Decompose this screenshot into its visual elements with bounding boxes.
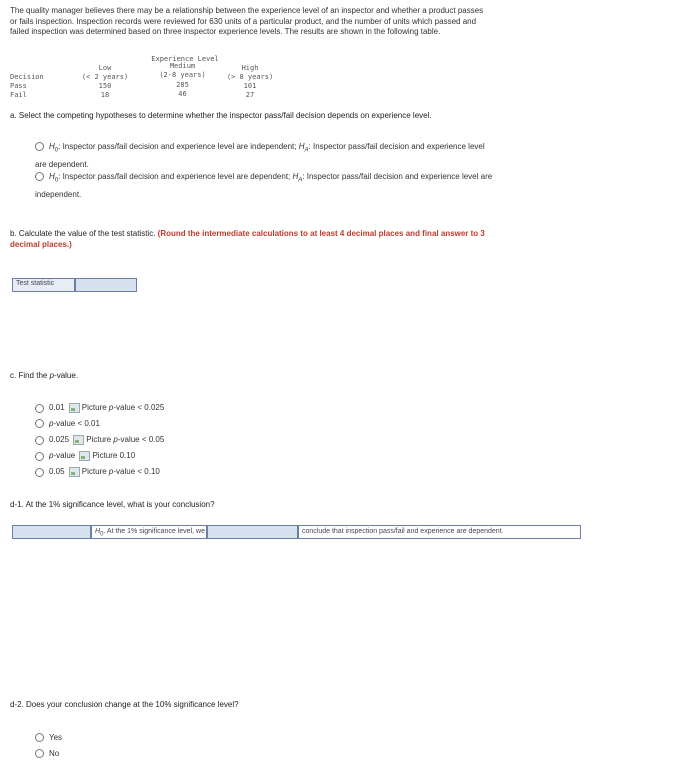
answer-option-no[interactable]: No bbox=[35, 749, 59, 758]
part-c-prompt: c. Find the p-value. bbox=[10, 371, 79, 380]
answer-option-yes[interactable]: Yes bbox=[35, 733, 62, 742]
cell-fail-medium: 46 bbox=[178, 90, 187, 98]
column-name-high: High bbox=[241, 64, 259, 72]
radio-button[interactable] bbox=[35, 733, 44, 742]
column-name-low: Low bbox=[98, 64, 112, 72]
radio-button[interactable] bbox=[35, 468, 44, 477]
part-b-prompt: b. Calculate the value of the test statistic. (Round the intermediate calculations to at least 4 decimal places and final answer to 3 decimal places.) bbox=[10, 229, 485, 249]
radio-button[interactable] bbox=[35, 142, 44, 151]
hypothesis-option-2[interactable]: $H_0$: Inspector pass/fail decision and experience level are dependent; $H_A$: Inspector pass/fail decision and experience level are independent. bbox=[35, 172, 493, 199]
cell-pass-medium: 285 bbox=[176, 81, 189, 89]
decision-select[interactable] bbox=[12, 525, 91, 539]
test-statistic-input[interactable] bbox=[75, 278, 137, 292]
part-a-prompt: a. Select the competing hypotheses to determine whether the inspector pass/fail decision depends on experience level. bbox=[10, 111, 432, 120]
cell-fail-low: 18 bbox=[100, 91, 110, 99]
intro-line-1: The quality manager believes there may be a relationship between the experience level of an inspector and whether a product passes bbox=[10, 6, 484, 15]
radio-button[interactable] bbox=[35, 404, 44, 413]
radio-button[interactable] bbox=[35, 452, 44, 461]
cell-pass-low: 150 bbox=[98, 82, 112, 90]
problem-intro bbox=[10, 6, 660, 38]
column-range-high: (> 8 years) bbox=[226, 73, 274, 81]
p-value-option-1[interactable]: 0.01 Picture p-value < 0.025 bbox=[35, 403, 164, 413]
picture-icon bbox=[73, 435, 84, 445]
p-value-option-4[interactable]: p-value Picture 0.10 bbox=[35, 451, 135, 461]
intro-line-2: or fails inspection. Inspection records were reviewed for 630 units of a particular product, and the number of units which passed and bbox=[10, 16, 477, 26]
column-range-low: (< 2 years) bbox=[81, 73, 129, 81]
table-group-header: Experience Level bbox=[151, 55, 219, 63]
p-value-option-5[interactable]: 0.05 Picture p-value < 0.10 bbox=[35, 467, 160, 477]
row-label-fail: Fail bbox=[10, 91, 27, 99]
picture-icon bbox=[79, 451, 90, 461]
part-d1-prompt: d-1. At the 1% significance level, what is your conclusion? bbox=[10, 500, 215, 509]
conclusion-h0-text: $H_0$. At the 1% significance level, we bbox=[91, 525, 207, 539]
intro-line-3: failed inspection was determined based on three inspector experience levels. The results are shown in the following table. bbox=[10, 27, 441, 36]
column-range-medium: (2-8 years) bbox=[159, 71, 206, 79]
rounding-instruction-cont: decimal places.) bbox=[10, 240, 72, 249]
radio-button[interactable] bbox=[35, 749, 44, 758]
radio-button[interactable] bbox=[35, 172, 44, 181]
row-label-pass: Pass bbox=[10, 82, 27, 90]
part-d2-prompt: d-2. Does your conclusion change at the 10% significance level? bbox=[10, 700, 239, 709]
rounding-instruction: (Round the intermediate calculations to at least 4 decimal places and final answer to 3 bbox=[157, 229, 485, 238]
radio-button[interactable] bbox=[35, 436, 44, 445]
table-row-header: Decision bbox=[10, 73, 44, 81]
column-name-medium: Medium bbox=[169, 62, 196, 70]
contingency-table bbox=[10, 55, 310, 105]
picture-icon bbox=[69, 403, 80, 413]
conclusion-statement: conclude that inspection pass/fail and experience are dependent. bbox=[298, 525, 581, 539]
p-value-option-3[interactable]: 0.025 Picture p-value < 0.05 bbox=[35, 435, 164, 445]
cell-fail-high: 27 bbox=[245, 91, 255, 99]
hypothesis-option-1[interactable]: $H_0$: Inspector pass/fail decision and experience level are independent; $H_A$: Inspector pass/fail decision and experience level are dependent. bbox=[35, 142, 485, 169]
cell-pass-high: 101 bbox=[243, 82, 257, 90]
picture-icon bbox=[69, 467, 80, 477]
conclusion-blank-select[interactable] bbox=[207, 525, 298, 539]
radio-button[interactable] bbox=[35, 419, 44, 428]
p-value-option-2[interactable]: p-value < 0.01 bbox=[35, 419, 100, 428]
test-statistic-label: Test statistic bbox=[12, 278, 75, 292]
